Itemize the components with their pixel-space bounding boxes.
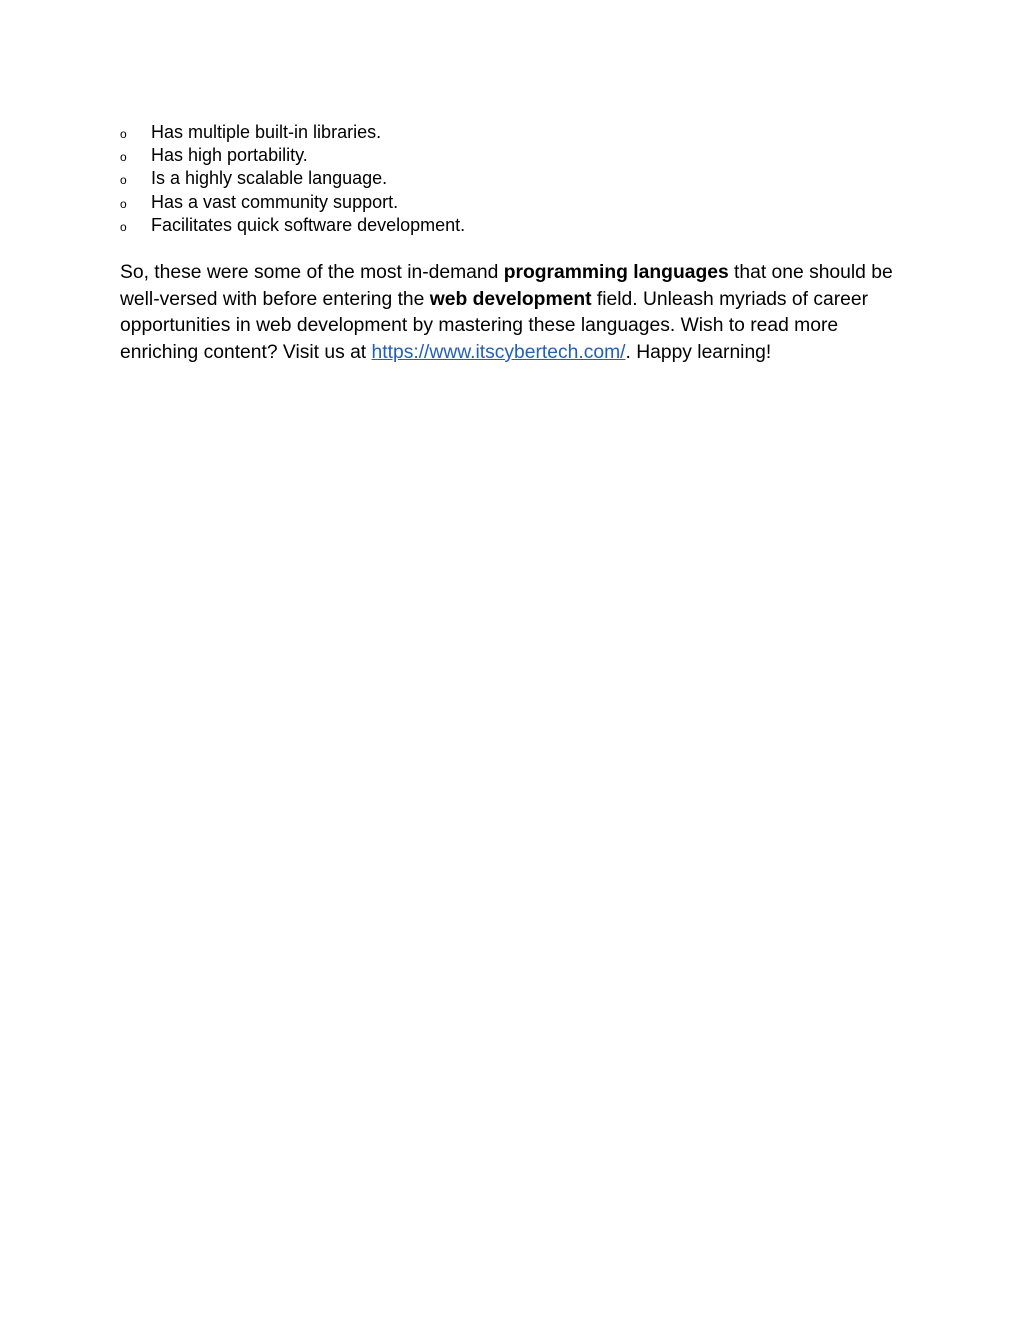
paragraph-text: that one should be well-versed with before entering the — [120, 262, 893, 310]
list-item-text: Has multiple built-in libraries. — [151, 122, 382, 142]
hollow-circle-bullet-icon: o — [120, 150, 127, 165]
website-link[interactable]: https://www.itscybertech.com/ — [371, 341, 626, 363]
hollow-circle-bullet-icon: o — [120, 173, 127, 188]
list-item-text: Is a highly scalable language. — [151, 168, 388, 189]
closing-paragraph — [120, 260, 920, 366]
hollow-circle-bullet-icon: o — [120, 127, 127, 141]
paragraph-text: So, these were some of the most in-demand — [120, 262, 504, 283]
hollow-circle-bullet-icon: o — [120, 196, 127, 211]
list-item-text: Has high portability. — [151, 145, 308, 166]
list-item-text: Has a vast community support. — [151, 191, 399, 212]
bold-web-development: web development — [429, 288, 592, 310]
paragraph-text: field. Unleash myriads of career opportunities in web development by mastering these languages. Wish to read more enriching content? Visit us at — [120, 288, 869, 363]
bold-programming-languages: programming languages — [503, 262, 729, 283]
list-item-text: Facilitates quick software development. — [151, 214, 466, 235]
hollow-circle-bullet-icon: o — [120, 219, 127, 234]
paragraph-text: . Happy learning! — [625, 341, 772, 363]
